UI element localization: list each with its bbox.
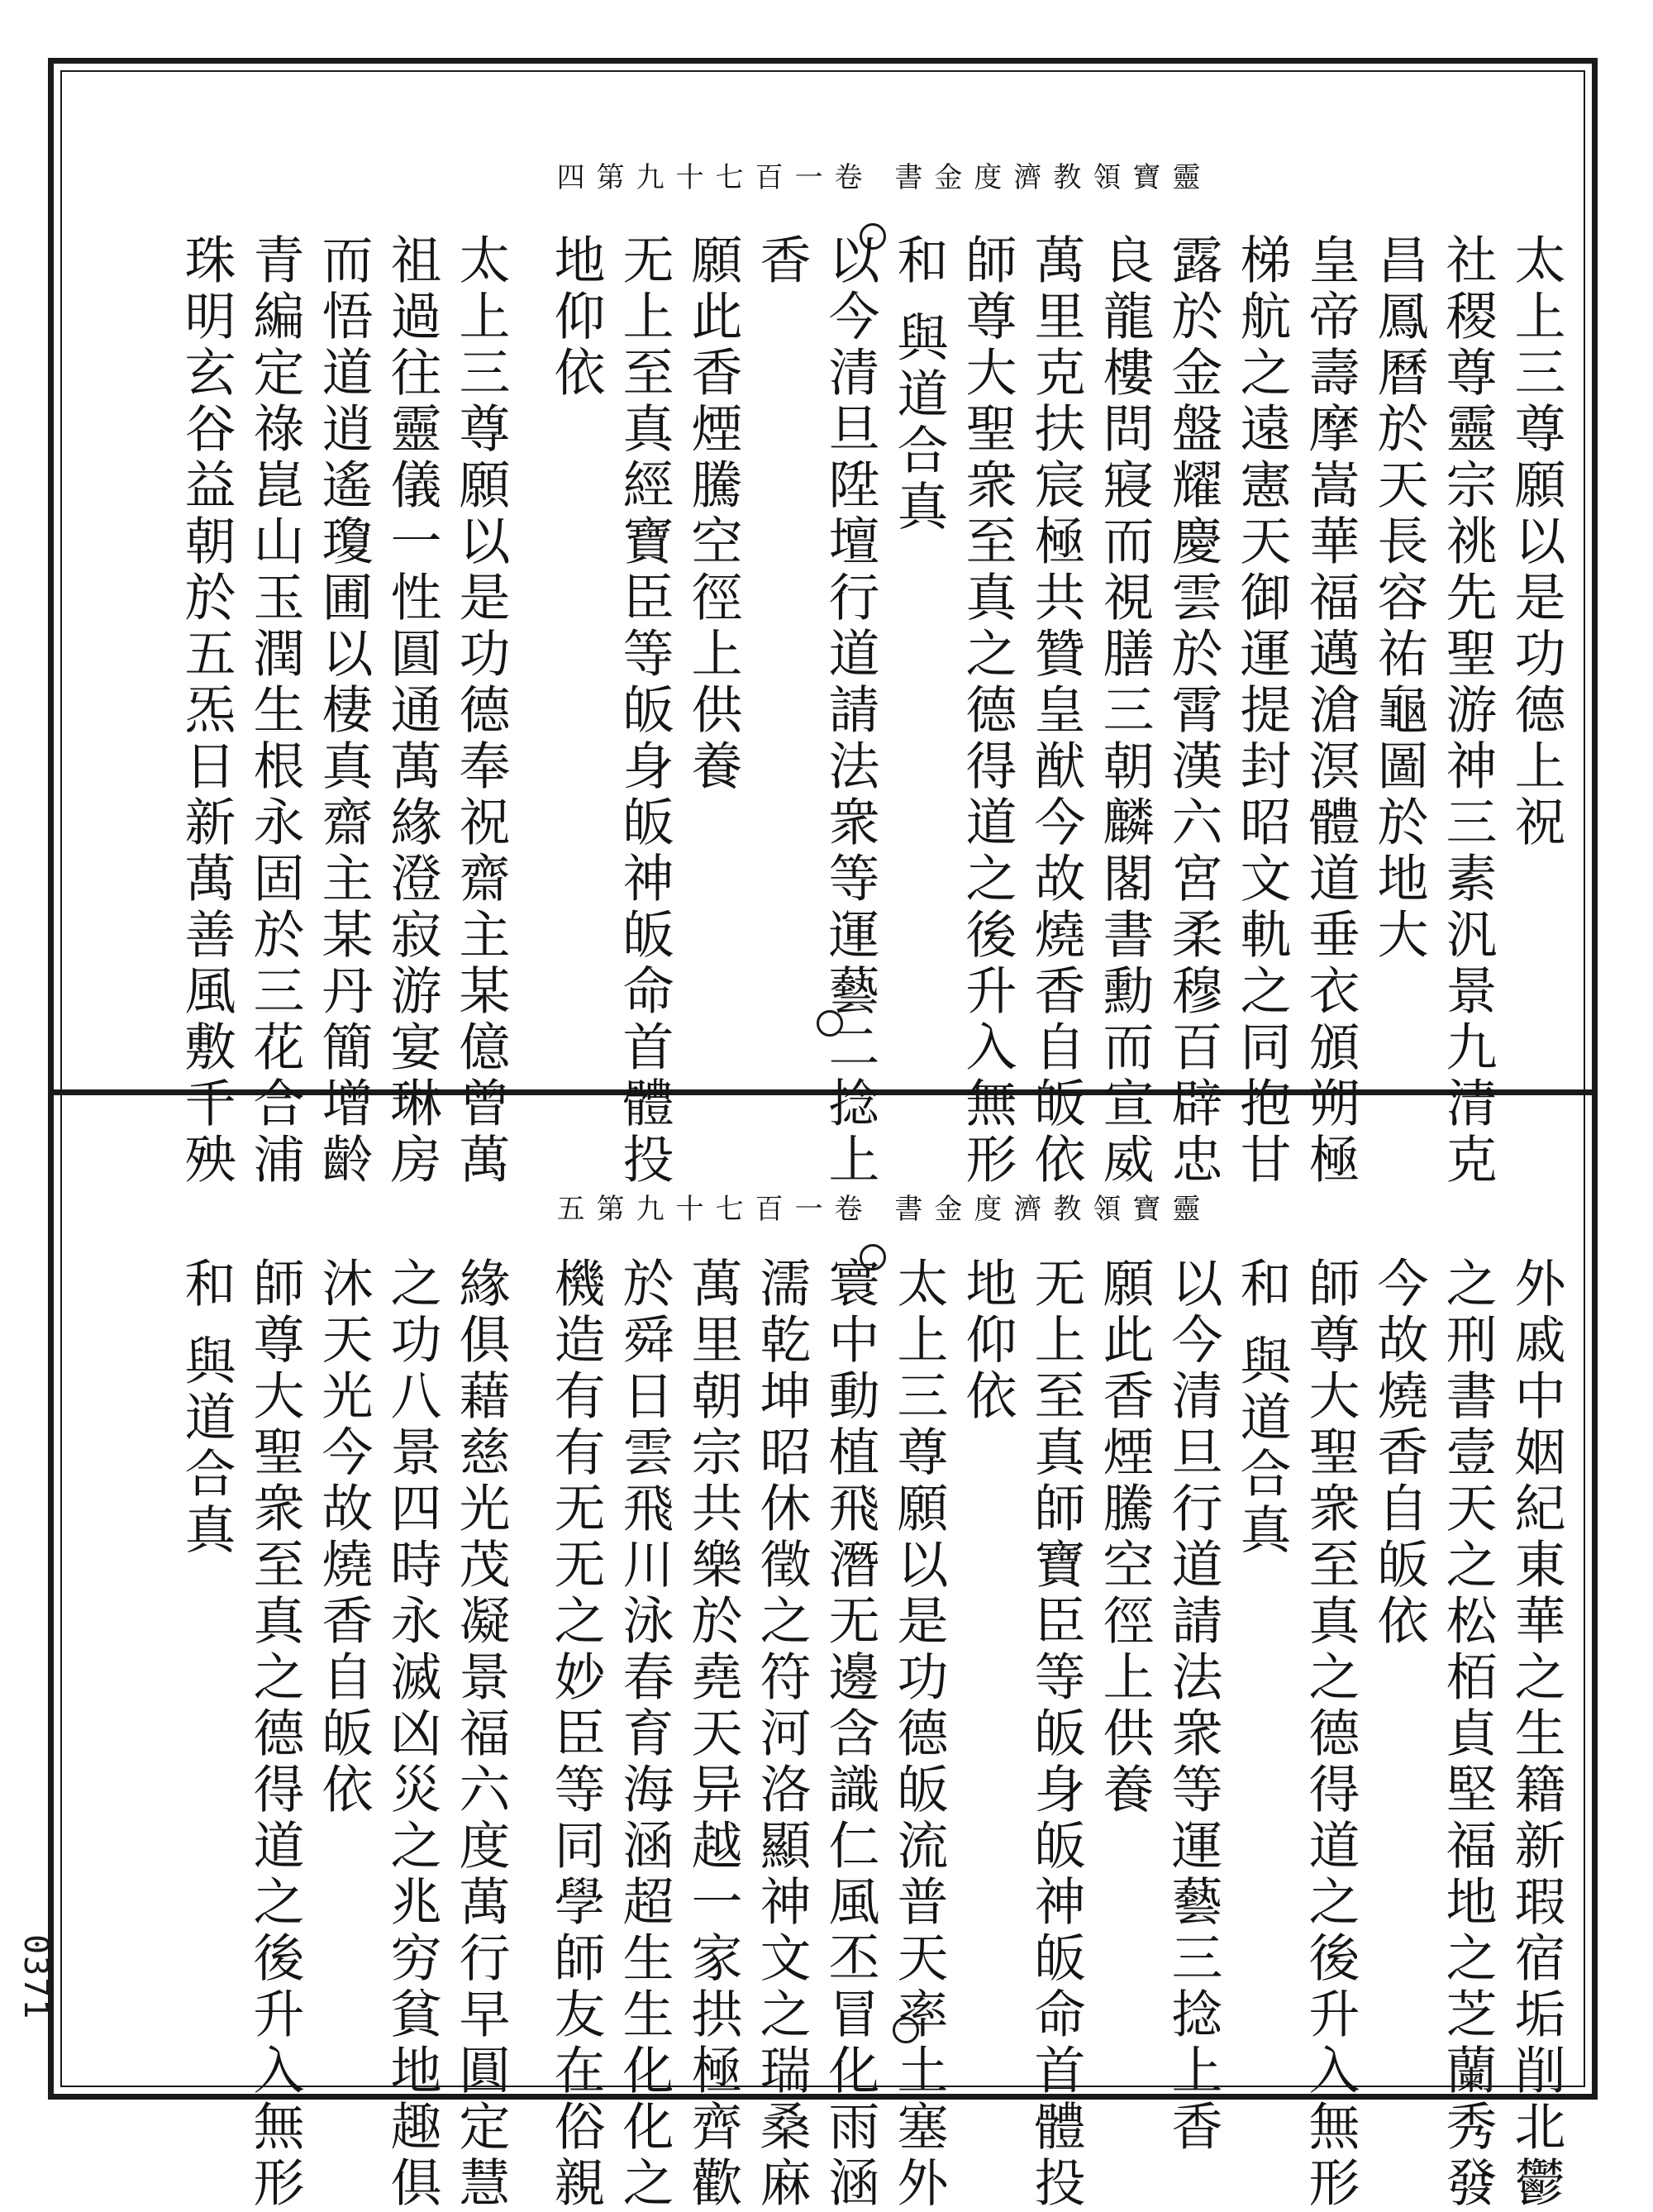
- text-column: 以今清旦行道請法衆等運藝三捻上香: [1163, 1256, 1223, 2156]
- text-column: 沐天光今故燒香自皈依: [313, 1256, 374, 1819]
- text-column: 无上至真經寶臣等皈身皈神皈命首體投: [614, 233, 674, 1189]
- text-column: 機造有有无无之妙臣等同學師友在俗親: [545, 1256, 606, 2212]
- text-column: 之刑書壹天之松栢貞堅福地之芝蘭秀發: [1437, 1256, 1498, 2212]
- text-column: 而悟道逍遙瓊圃以棲真齋主某丹簡增齡: [313, 233, 374, 1189]
- running-header: 靈寶領教濟度金書 卷一百七十九第五: [556, 1193, 1212, 1226]
- text-column: 師尊大聖衆至真之德得道之後升入無形: [245, 1256, 305, 2212]
- text-column: 香: [751, 233, 812, 289]
- text-column: 太上三尊願以是功德奉祝齋主某億曾萬: [450, 233, 511, 1189]
- text-column: 梯航之遠憲天御運提封昭文軌之同抱甘: [1231, 233, 1292, 1189]
- text-column: 太上三尊願以是功德上祝: [1506, 233, 1566, 851]
- text-column: 昌鳳曆於天長容祐龜圖於地大: [1369, 233, 1429, 964]
- text-column: 寰中動植飛潛无邊含識仁風丕冒化雨涵: [820, 1256, 880, 2212]
- text-column: 皇帝壽摩嵩華福邁滄溟體道垂衣頒朔極: [1300, 233, 1360, 1189]
- text-column: 祖過往靈儀一性圓通萬緣澄寂游宴琳房: [382, 233, 442, 1189]
- text-column: 和 與道合真: [888, 233, 949, 536]
- text-column: 緣俱藉慈光茂凝景福六度萬行早圓定慧: [450, 1256, 511, 2212]
- text-column: 於舜日雲飛川泳春育海涵超生生化化之: [614, 1256, 674, 2212]
- text-column: 和 與道合真: [176, 1256, 236, 1559]
- text-column: 願此香煙騰空徑上供養: [1094, 1256, 1155, 1819]
- text-column: 濡乾坤昭休徵之符河洛顯神文之瑞桑麻: [751, 1256, 812, 2212]
- page-number: 0371: [17, 1934, 55, 2021]
- text-column: 萬里克扶宸極共贊皇猷今故燒香自皈依: [1026, 233, 1086, 1189]
- text-column: 願此香煙騰空徑上供養: [683, 233, 743, 795]
- circle-mark: [817, 1010, 843, 1037]
- text-column: 青編定祿崑山玉潤生根永固於三花合浦: [245, 233, 305, 1189]
- text-column: 萬里朝宗共樂於堯天异越一家拱極齊歡: [683, 1256, 743, 2212]
- text-column: 以今清旦陞壇行道請法衆等運藝二捻上: [820, 233, 880, 1189]
- text-column: 師尊大聖衆至真之德得道之後升入無形: [1300, 1256, 1360, 2212]
- running-header: 靈寶領教濟度金書 卷一百七十九第四: [556, 161, 1212, 194]
- text-column: 无上至真師寶臣等皈身皈神皈命首體投: [1026, 1256, 1086, 2212]
- text-column: 良龍樓問寢而視膳三朝麟閣書勳而宣威: [1094, 233, 1155, 1189]
- text-column: 外戚中姻紀東華之生籍新瑕宿垢削北鬱: [1506, 1256, 1566, 2212]
- text-column: 地仰依: [545, 233, 606, 402]
- text-column: 師尊大聖衆至真之德得道之後升入無形: [957, 233, 1017, 1189]
- text-column: 之功八景四時永滅凶災之兆穷貧地趣俱: [382, 1256, 442, 2212]
- page-bottom: [66, 1108, 1580, 2212]
- text-column: 太上三尊願以是功德皈流普天率土塞外: [888, 1256, 949, 2212]
- text-column: 露於金盤耀慶雲於霄漢六宮柔穆百辟忠: [1163, 233, 1223, 1189]
- text-column: 珠明玄谷益朝於五炁日新萬善風敷千殃: [176, 233, 236, 1189]
- text-column: 今故燒香自皈依: [1369, 1256, 1429, 1650]
- text-column: 社稷尊靈宗祧先聖游神三素汎景九清克: [1437, 233, 1498, 1189]
- text-column: 地仰依: [957, 1256, 1017, 1425]
- text-column: 和 與道合真: [1231, 1256, 1292, 1559]
- page-top: [66, 76, 1580, 1189]
